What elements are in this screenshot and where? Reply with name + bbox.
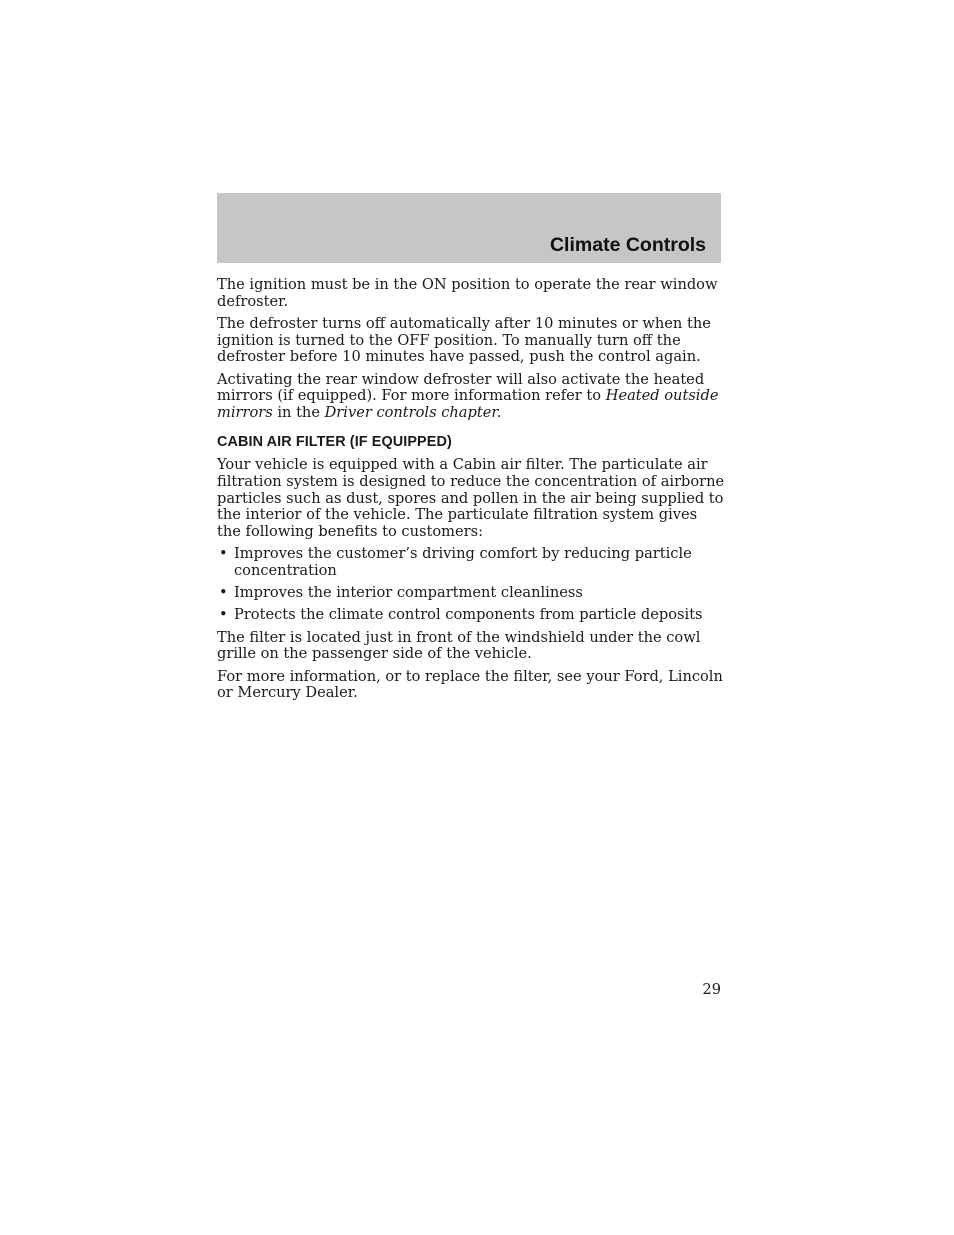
paragraph-filter-intro: Your vehicle is equipped with a Cabin air filter. The particulate air filtration system is designed to reduce the concentration of airborne particles such as dust, spores and pollen in the air being supplied to the interior of the vehicle. The particulate filtration system gives the following benefits to customers:	[217, 456, 725, 540]
list-item	[217, 546, 725, 579]
paragraph-text: in the	[272, 403, 325, 421]
chapter-title: Climate Controls	[549, 234, 706, 256]
paragraph-auto-off: The defroster turns off automatically after 10 minutes or when the ignition is turned to the OFF position. To manually turn off the defroster before 10 minutes have passed, push the control again.	[217, 314, 711, 366]
section-heading-cabin-air-filter: CABIN AIR FILTER (IF EQUIPPED)	[217, 434, 452, 451]
list-item-text: Improves the interior compartment cleanliness	[234, 584, 583, 602]
page-content	[217, 277, 725, 708]
list-item-text: Protects the climate control components from particle deposits	[234, 606, 703, 624]
paragraph-ignition: The ignition must be in the ON position to operate the rear window defroster.	[217, 276, 718, 310]
chapter-header-band	[217, 193, 721, 263]
paragraph-more-info: For more information, or to replace the filter, see your Ford, Lincoln or Mercury Dealer.	[217, 667, 723, 702]
page-number: 29	[702, 981, 721, 998]
list-item	[217, 607, 725, 624]
cross-reference-heated-mirrors: Heated outside mirrors	[217, 387, 719, 421]
paragraph-text: Activating the rear window defroster will also activate the heated mirrors (if equipped). For more information refer to	[217, 370, 705, 405]
cross-reference-driver-controls: Driver controls chapter.	[324, 403, 502, 421]
bullet-icon: •	[219, 584, 228, 602]
list-item	[217, 585, 725, 602]
list-item-text: Improves the customer’s driving comfort by reducing particle concentration	[234, 545, 692, 579]
paragraph-heated-mirrors	[217, 372, 725, 422]
bullet-icon: •	[219, 606, 228, 624]
paragraph-filter-location: The filter is located just in front of the windshield under the cowl grille on the passenger side of the vehicle.	[217, 628, 701, 663]
benefits-list	[217, 546, 725, 624]
bullet-icon: •	[219, 545, 228, 563]
